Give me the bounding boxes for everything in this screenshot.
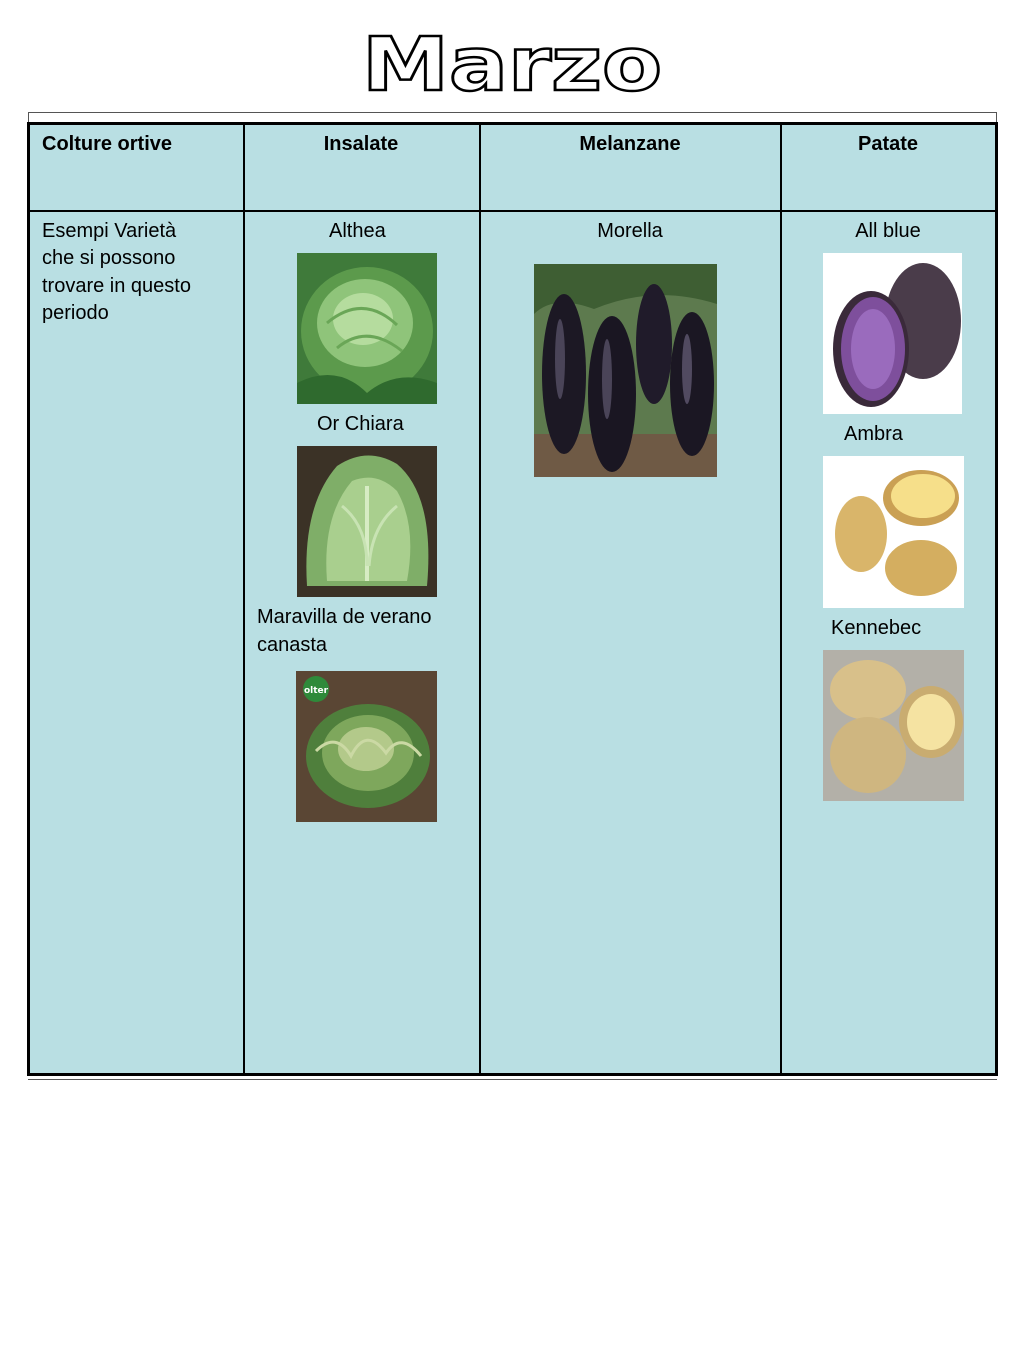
lettuce-or-chiara-image [297,446,437,597]
row-label-line: periodo [42,302,109,324]
potato-ambra-image [823,456,964,608]
eggplant-morella-image [534,264,717,477]
variety-all-blue-label: All blue [855,220,921,242]
variety-ambra-label: Ambra [844,423,903,445]
row-label-line: trovare in questo [42,275,191,297]
variety-maravilla-label-line1: Maravilla de verano [257,606,432,628]
potato-kennebec-image [823,650,964,801]
lettuce-maravilla-image [296,671,437,822]
frame-line-top [28,112,997,113]
header-patate: Patate [857,133,919,155]
variety-kennebec-label: Kennebec [831,617,922,639]
column-divider [479,125,481,1073]
title-text: Marzo [362,22,662,102]
title-wordart [332,22,692,102]
variety-maravilla-label-line2: canasta [257,634,328,656]
row-divider [30,210,995,212]
column-divider [243,125,245,1073]
variety-morella-label: Morella [597,220,663,242]
header-melanzane: Melanzane [579,133,681,155]
olter-logo-text: olter [303,686,329,696]
potato-all-blue-image [823,253,962,414]
header-colture-ortive: Colture ortive [42,133,173,155]
row-label-line: che si possono [42,247,176,269]
row-label-line: Esempi Varietà [42,220,177,242]
header-insalate: Insalate [323,133,399,155]
lettuce-althea-image [297,253,437,404]
column-divider [780,125,782,1073]
variety-or-chiara-label: Or Chiara [317,413,404,435]
frame-line-bottom [28,1079,997,1080]
page-title [0,22,1024,102]
variety-althea-label: Althea [329,220,386,242]
